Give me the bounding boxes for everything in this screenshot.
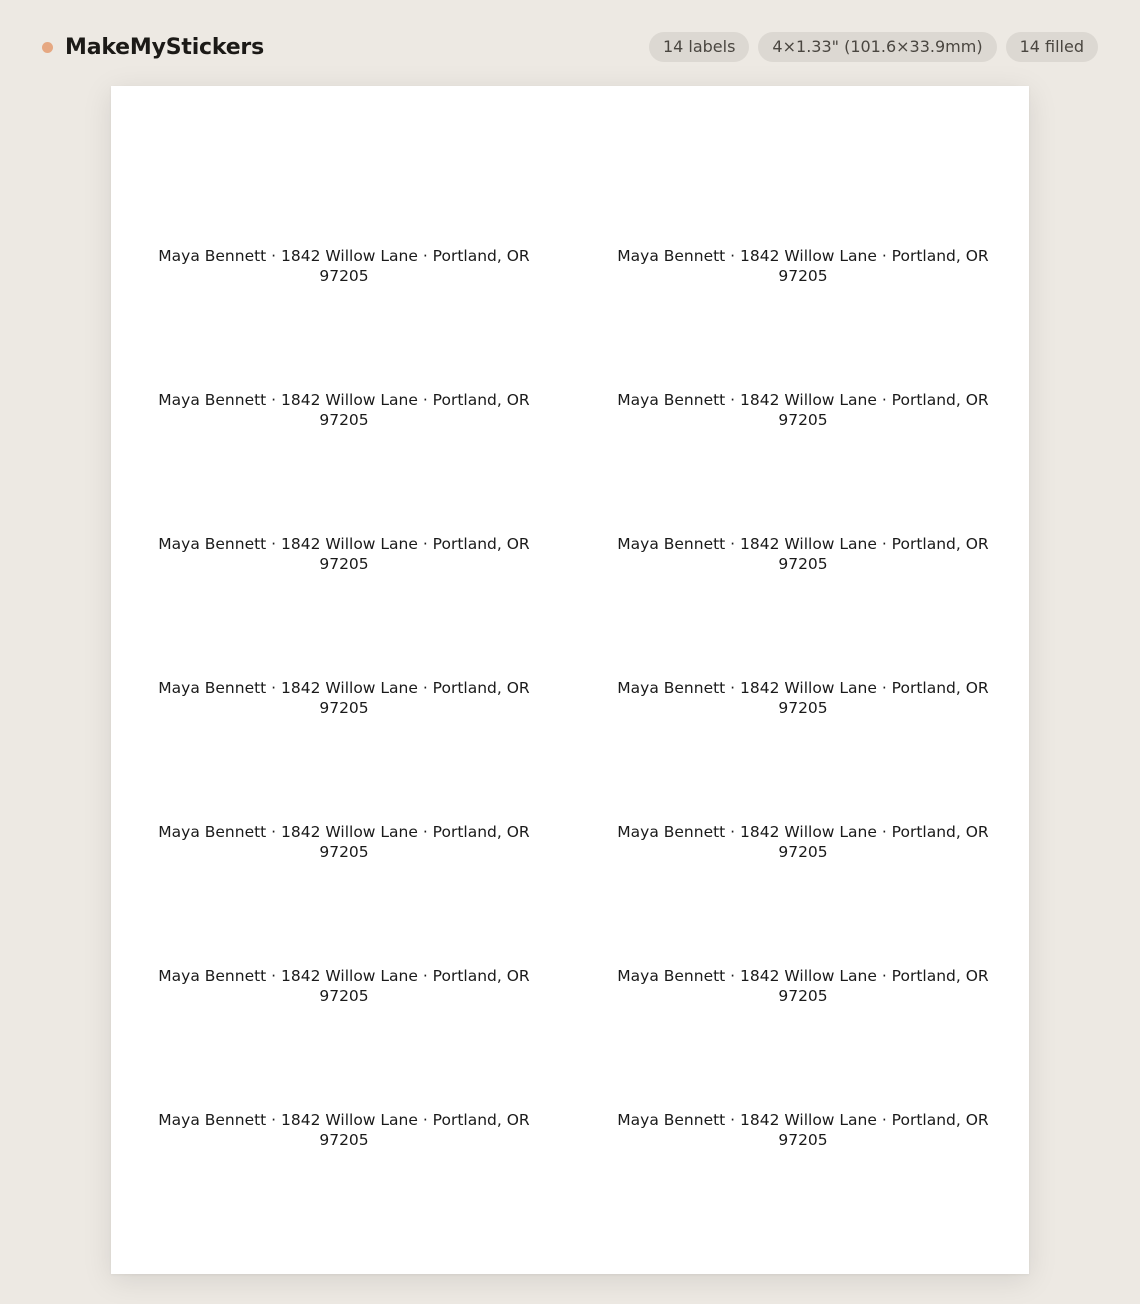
label-cell[interactable]: [577, 194, 1029, 338]
app-title: MakeMyStickers: [65, 34, 264, 60]
label-cell[interactable]: [111, 914, 577, 1058]
label-cell[interactable]: [577, 482, 1029, 626]
label-cell[interactable]: [577, 770, 1029, 914]
filled-count-chip: 14 filled: [1006, 32, 1098, 62]
app-header: [0, 0, 1140, 86]
label-text: Maya Bennett · 1842 Willow Lane · Portland, OR 97205: [158, 823, 530, 861]
label-cell[interactable]: [577, 914, 1029, 1058]
label-cell[interactable]: [111, 770, 577, 914]
label-text: Maya Bennett · 1842 Willow Lane · Portland, OR 97205: [158, 679, 530, 717]
label-text: Maya Bennett · 1842 Willow Lane · Portland, OR 97205: [158, 391, 530, 429]
label-grid: [111, 194, 1029, 1202]
label-text: Maya Bennett · 1842 Willow Lane · Portland, OR 97205: [158, 247, 530, 285]
label-sheet: [111, 86, 1029, 1274]
brand-dot-icon: [42, 42, 53, 53]
label-cell[interactable]: [111, 1058, 577, 1202]
label-text: Maya Bennett · 1842 Willow Lane · Portland, OR 97205: [158, 535, 530, 573]
label-cell[interactable]: [111, 626, 577, 770]
label-text: Maya Bennett · 1842 Willow Lane · Portland, OR 97205: [158, 967, 530, 1005]
label-text: Maya Bennett · 1842 Willow Lane · Portland, OR 97205: [617, 247, 989, 285]
label-cell[interactable]: [577, 338, 1029, 482]
label-text: Maya Bennett · 1842 Willow Lane · Portland, OR 97205: [158, 1111, 530, 1149]
label-text: Maya Bennett · 1842 Willow Lane · Portland, OR 97205: [617, 679, 989, 717]
label-cell[interactable]: [111, 194, 577, 338]
stats-chips: [649, 32, 1098, 62]
label-cell[interactable]: [111, 338, 577, 482]
label-cell[interactable]: [577, 1058, 1029, 1202]
label-text: Maya Bennett · 1842 Willow Lane · Portland, OR 97205: [617, 967, 989, 1005]
label-cell[interactable]: [111, 482, 577, 626]
label-count-chip: 14 labels: [649, 32, 749, 62]
label-text: Maya Bennett · 1842 Willow Lane · Portland, OR 97205: [617, 823, 989, 861]
label-text: Maya Bennett · 1842 Willow Lane · Portland, OR 97205: [617, 535, 989, 573]
label-text: Maya Bennett · 1842 Willow Lane · Portland, OR 97205: [617, 1111, 989, 1149]
brand: [42, 30, 264, 64]
label-cell[interactable]: [577, 626, 1029, 770]
label-size-chip: 4×1.33" (101.6×33.9mm): [758, 32, 996, 62]
label-text: Maya Bennett · 1842 Willow Lane · Portland, OR 97205: [617, 391, 989, 429]
